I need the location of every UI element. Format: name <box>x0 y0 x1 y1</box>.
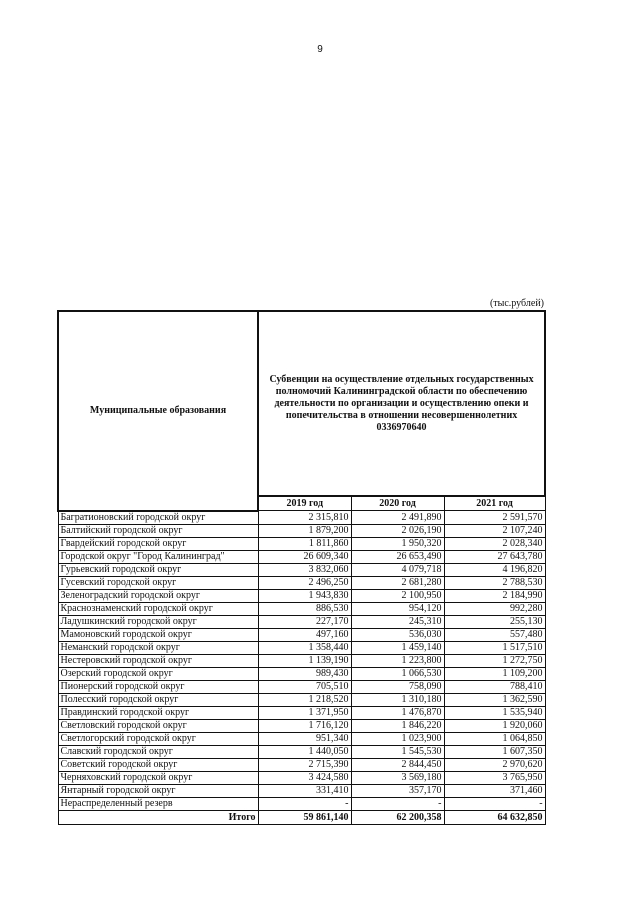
value-2020: 1 066,530 <box>351 667 444 680</box>
table-body <box>58 511 545 811</box>
value-2020: 2 491,890 <box>351 511 444 525</box>
value-2020: - <box>351 797 444 810</box>
table-row <box>58 537 545 550</box>
municipality-name: Светлогорский городской округ <box>58 732 258 745</box>
municipality-name: Гусевский городской округ <box>58 576 258 589</box>
value-2020: 4 079,718 <box>351 563 444 576</box>
column-header-municipalities: Муниципальные образования <box>58 311 258 511</box>
column-header-subventions: Субвенции на осуществление отдельных государственных полномочий Калининградской области по обеспечению деятельности по организации и осуществлению опеки и попечительства в отношении несовершеннолетних 0336970640 <box>258 311 545 496</box>
page-number: 9 <box>317 44 323 55</box>
municipality-name: Гвардейский городской округ <box>58 537 258 550</box>
municipality-name: Пионерский городской округ <box>58 680 258 693</box>
value-2019: 1 218,520 <box>258 693 351 706</box>
municipality-name: Ладушкинский городской округ <box>58 615 258 628</box>
table-row <box>58 602 545 615</box>
table-row <box>58 758 545 771</box>
municipality-name: Озерский городской округ <box>58 667 258 680</box>
table-row <box>58 771 545 784</box>
value-2021: 1 109,200 <box>444 667 545 680</box>
value-2019: 1 440,050 <box>258 745 351 758</box>
value-2019: 2 715,390 <box>258 758 351 771</box>
value-2020: 1 545,530 <box>351 745 444 758</box>
value-2019: 497,160 <box>258 628 351 641</box>
total-2021: 64 632,850 <box>444 810 545 824</box>
value-2021: 992,280 <box>444 602 545 615</box>
value-2019: 2 496,250 <box>258 576 351 589</box>
municipality-name: Балтийский городской округ <box>58 524 258 537</box>
value-2021: 2 028,340 <box>444 537 545 550</box>
table-row <box>58 732 545 745</box>
municipality-name: Нераспределенный резерв <box>58 797 258 810</box>
value-2020: 357,170 <box>351 784 444 797</box>
value-2021: 2 107,240 <box>444 524 545 537</box>
municipality-name: Багратионовский городской округ <box>58 511 258 525</box>
value-2019: - <box>258 797 351 810</box>
table-row <box>58 563 545 576</box>
value-2020: 536,030 <box>351 628 444 641</box>
value-2021: 2 788,530 <box>444 576 545 589</box>
value-2020: 1 023,900 <box>351 732 444 745</box>
value-2020: 2 100,950 <box>351 589 444 602</box>
table-row <box>58 680 545 693</box>
municipality-name: Янтарный городской округ <box>58 784 258 797</box>
value-2020: 1 310,180 <box>351 693 444 706</box>
value-2020: 954,120 <box>351 602 444 615</box>
value-2019: 951,340 <box>258 732 351 745</box>
municipality-name: Черняховский городской округ <box>58 771 258 784</box>
value-2021: 1 517,510 <box>444 641 545 654</box>
total-label: Итого <box>58 810 258 824</box>
value-2019: 26 609,340 <box>258 550 351 563</box>
municipality-name: Мамоновский городской округ <box>58 628 258 641</box>
value-2019: 2 315,810 <box>258 511 351 525</box>
municipality-name: Светловский городской округ <box>58 719 258 732</box>
value-2019: 1 943,830 <box>258 589 351 602</box>
table-row <box>58 524 545 537</box>
value-2020: 26 653,490 <box>351 550 444 563</box>
value-2020: 1 950,320 <box>351 537 444 550</box>
value-2019: 331,410 <box>258 784 351 797</box>
value-2021: 2 184,990 <box>444 589 545 602</box>
value-2019: 3 832,060 <box>258 563 351 576</box>
municipality-name: Советский городской округ <box>58 758 258 771</box>
value-2019: 989,430 <box>258 667 351 680</box>
value-2021: 788,410 <box>444 680 545 693</box>
value-2021: 557,480 <box>444 628 545 641</box>
value-2021: 27 643,780 <box>444 550 545 563</box>
value-2019: 1 716,120 <box>258 719 351 732</box>
value-2021: 1 607,350 <box>444 745 545 758</box>
municipality-name: Правдинский городской округ <box>58 706 258 719</box>
value-2019: 227,170 <box>258 615 351 628</box>
table-row <box>58 589 545 602</box>
value-2020: 1 476,870 <box>351 706 444 719</box>
municipality-name: Зеленоградский городской округ <box>58 589 258 602</box>
value-2020: 1 223,800 <box>351 654 444 667</box>
value-2020: 758,090 <box>351 680 444 693</box>
table-row <box>58 693 545 706</box>
total-2020: 62 200,358 <box>351 810 444 824</box>
value-2019: 3 424,580 <box>258 771 351 784</box>
table-row <box>58 719 545 732</box>
value-2020: 245,310 <box>351 615 444 628</box>
municipality-name: Краснознаменский городской округ <box>58 602 258 615</box>
value-2021: 1 064,850 <box>444 732 545 745</box>
value-2019: 705,510 <box>258 680 351 693</box>
value-2021: - <box>444 797 545 810</box>
value-2021: 1 272,750 <box>444 654 545 667</box>
value-2019: 1 139,190 <box>258 654 351 667</box>
year-header-2021: 2021 год <box>444 496 545 511</box>
table-row <box>58 797 545 810</box>
municipality-name: Гурьевский городской округ <box>58 563 258 576</box>
municipality-name: Городской округ "Город Калининград" <box>58 550 258 563</box>
value-2020: 2 681,280 <box>351 576 444 589</box>
table-row <box>58 550 545 563</box>
value-2019: 1 371,950 <box>258 706 351 719</box>
value-2021: 1 920,060 <box>444 719 545 732</box>
table-row <box>58 784 545 797</box>
value-2020: 2 844,450 <box>351 758 444 771</box>
value-2019: 1 358,440 <box>258 641 351 654</box>
table-row <box>58 628 545 641</box>
value-2021: 2 591,570 <box>444 511 545 525</box>
value-2020: 2 026,190 <box>351 524 444 537</box>
table-row <box>58 745 545 758</box>
value-2020: 1 846,220 <box>351 719 444 732</box>
table-row <box>58 615 545 628</box>
value-2019: 886,530 <box>258 602 351 615</box>
units-label: (тыс.рублей) <box>489 298 544 309</box>
year-header-2020: 2020 год <box>351 496 444 511</box>
table-row <box>58 511 545 525</box>
value-2021: 371,460 <box>444 784 545 797</box>
value-2021: 3 765,950 <box>444 771 545 784</box>
municipality-name: Полесский городской округ <box>58 693 258 706</box>
value-2021: 2 970,620 <box>444 758 545 771</box>
year-header-2019: 2019 год <box>258 496 351 511</box>
table-row <box>58 706 545 719</box>
value-2021: 1 362,590 <box>444 693 545 706</box>
total-2019: 59 861,140 <box>258 810 351 824</box>
value-2019: 1 879,200 <box>258 524 351 537</box>
municipality-name: Неманский городской округ <box>58 641 258 654</box>
value-2020: 1 459,140 <box>351 641 444 654</box>
total-row <box>58 810 545 824</box>
table-row <box>58 576 545 589</box>
subventions-table <box>57 310 546 825</box>
municipality-name: Нестеровский городской округ <box>58 654 258 667</box>
table-row <box>58 641 545 654</box>
municipality-name: Славский городской округ <box>58 745 258 758</box>
value-2019: 1 811,860 <box>258 537 351 550</box>
table-row <box>58 667 545 680</box>
value-2020: 3 569,180 <box>351 771 444 784</box>
value-2021: 1 535,940 <box>444 706 545 719</box>
value-2021: 255,130 <box>444 615 545 628</box>
value-2021: 4 196,820 <box>444 563 545 576</box>
table-row <box>58 654 545 667</box>
